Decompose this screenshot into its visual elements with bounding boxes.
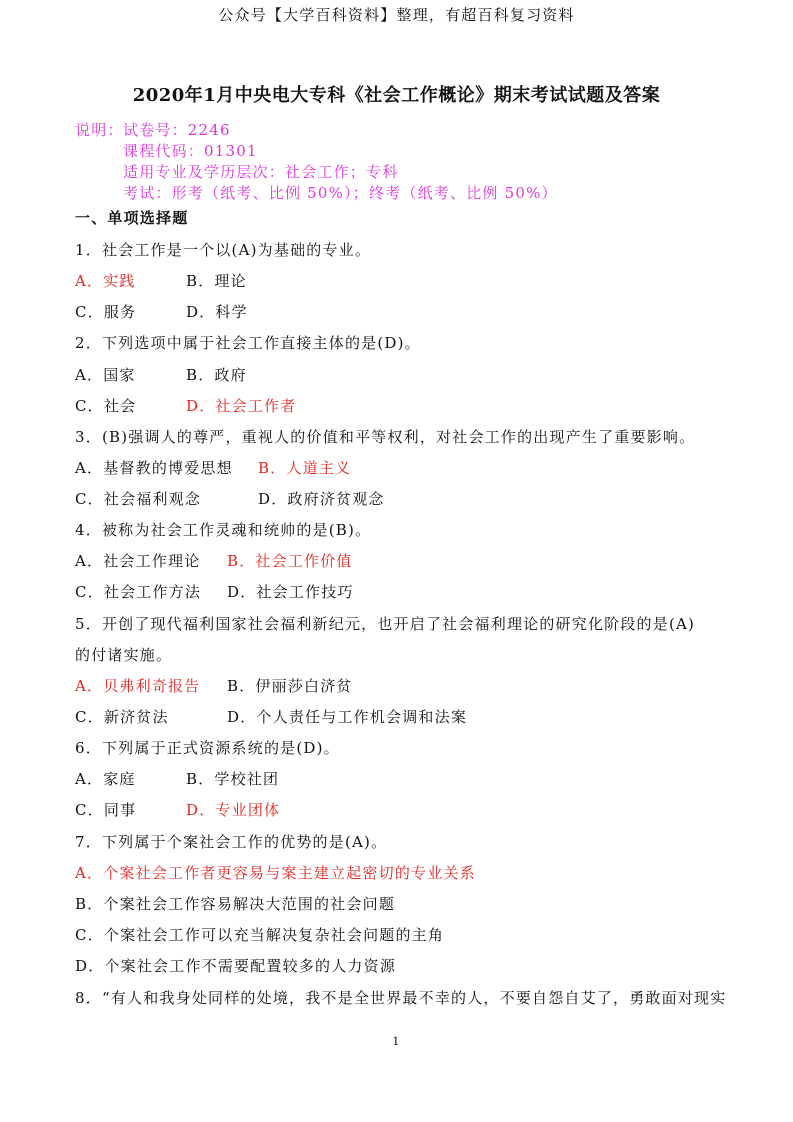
page-number: 1 bbox=[392, 1035, 401, 1048]
option-answer: D．专业团体 bbox=[186, 801, 281, 819]
question-stem-cont: 的付诸实施。 bbox=[75, 646, 173, 664]
option-answer: B．社会工作价值 bbox=[227, 552, 353, 570]
option-answer: A．个案社会工作者更容易与案主建立起密切的专业关系 bbox=[75, 864, 476, 882]
option-answer: A．贝弗利奇报告 bbox=[75, 677, 201, 695]
option: D．个案社会工作不需要配置较多的人力资源 bbox=[75, 957, 397, 975]
option: C．个案社会工作可以充当解决复杂社会问题的主角 bbox=[75, 926, 445, 944]
option: B．政府 bbox=[186, 366, 247, 384]
option: B．理论 bbox=[186, 272, 247, 290]
option: B．伊丽莎白济贫 bbox=[227, 677, 353, 695]
option: C．社会福利观念 bbox=[75, 490, 202, 508]
option: B．个案社会工作容易解决大范围的社会问题 bbox=[75, 895, 396, 913]
note-line: 适用专业及学历层次：社会工作；专科 bbox=[123, 163, 399, 181]
option-answer: D．社会工作者 bbox=[186, 397, 297, 415]
question-stem: 1．社会工作是一个以(A)为基础的专业。 bbox=[75, 241, 372, 259]
page-title: 2020年1月中央电大专科《社会工作概论》期末考试试题及答案 bbox=[132, 85, 661, 106]
question-stem: 3．(B)强调人的尊严，重视人的价值和平等权利，对社会工作的出现产生了重要影响。 bbox=[75, 428, 696, 446]
section-heading: 一、单项选择题 bbox=[75, 209, 189, 227]
option: A．社会工作理论 bbox=[75, 552, 201, 570]
note-line: 课程代码：01301 bbox=[123, 142, 258, 160]
option: B．学校社团 bbox=[186, 770, 280, 788]
note-label: 说明： bbox=[75, 121, 124, 139]
question-stem: 5．开创了现代福利国家社会福利新纪元，也开启了社会福利理论的研究化阶段的是(A) bbox=[75, 615, 696, 633]
option: A．国家 bbox=[75, 366, 136, 384]
option: C．同事 bbox=[75, 801, 137, 819]
note-line: 考试：形考（纸考、比例 50%）；终考（纸考、比例 50%） bbox=[123, 184, 558, 202]
option: D．个人责任与工作机会调和法案 bbox=[227, 708, 468, 726]
option: D．政府济贫观念 bbox=[258, 490, 385, 508]
question-stem: 2．下列选项中属于社会工作直接主体的是(D)。 bbox=[75, 334, 421, 352]
option: C．社会 bbox=[75, 397, 137, 415]
option: C．新济贫法 bbox=[75, 708, 169, 726]
option: A．基督教的博爱思想 bbox=[75, 459, 233, 477]
note-line: 试卷号：2246 bbox=[123, 121, 231, 139]
question-stem: 4．被称为社会工作灵魂和统帅的是(B)。 bbox=[75, 521, 372, 539]
question-stem: 8．“有人和我身处同样的处境，我不是全世界最不幸的人，不要自怨自艾了，勇敢面对现实 bbox=[75, 989, 727, 1007]
option: D．科学 bbox=[186, 303, 248, 321]
option-answer: B．人道主义 bbox=[258, 459, 352, 477]
question-stem: 6．下列属于正式资源系统的是(D)。 bbox=[75, 739, 340, 757]
option-answer: A．实践 bbox=[75, 272, 136, 290]
page-header: 公众号【大学百科资料】整理，有超百科复习资料 bbox=[218, 6, 575, 24]
question-stem: 7．下列属于个案社会工作的优势的是(A)。 bbox=[75, 833, 388, 851]
option: A．家庭 bbox=[75, 770, 136, 788]
option: C．服务 bbox=[75, 303, 137, 321]
option: D．社会工作技巧 bbox=[227, 583, 354, 601]
option: C．社会工作方法 bbox=[75, 583, 202, 601]
